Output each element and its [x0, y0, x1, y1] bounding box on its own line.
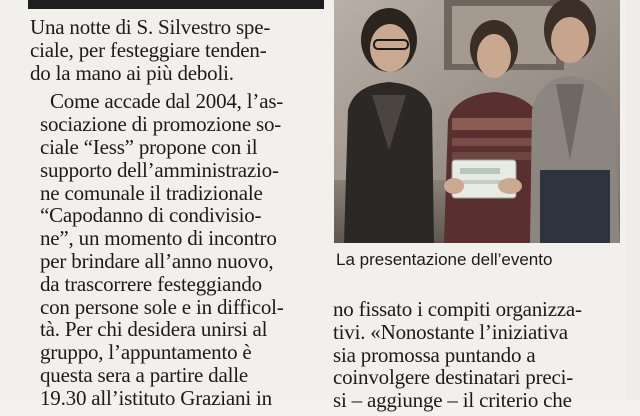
text-line: no fissato i compiti organizza-	[333, 297, 582, 321]
text-line: ciale “Iess” propone con il	[40, 134, 258, 159]
text-line: da trascorrere festeggiando	[40, 271, 262, 296]
text-line: 19.30 all’istituto Graziani in	[40, 385, 272, 410]
article-right-column	[333, 298, 623, 412]
text-line: gruppo, l’appuntamento è	[40, 340, 252, 365]
text-line: questa sera a partire dalle	[40, 362, 248, 387]
text-line: si – aggiunge – il criterio che	[333, 388, 572, 413]
article-left-column	[30, 16, 321, 416]
photo-caption: La presentazione dell’evento	[336, 250, 553, 269]
text-line: tivi. «Nonostante l’iniziativa	[333, 319, 568, 344]
text-line: Una notte di S. Silvestro spe-	[30, 15, 271, 39]
text-line: ne”, un momento di incontro	[40, 226, 277, 251]
text-line: coinvolgere destinatari preci-	[333, 365, 574, 390]
text-line: Come accade dal 2004, l’as-	[50, 89, 284, 114]
text-line: do la mano ai più deboli.	[30, 60, 234, 85]
text-line: tà. Per chi desidera unirsi al	[40, 317, 268, 342]
text-line: con persone sole e in difficol-	[40, 294, 284, 319]
text-line: ne comunale il tradizionale	[40, 180, 263, 205]
page-edge	[626, 0, 640, 400]
text-line: sia promossa puntando a	[333, 342, 536, 367]
paragraph-1	[30, 16, 321, 84]
text-line: ciale, per festeggiare tenden-	[30, 37, 267, 62]
text-line: per brindare all’anno nuovo,	[40, 248, 274, 273]
top-rule	[28, 0, 324, 9]
text-line: “Capodanno di condivisio-	[40, 203, 262, 228]
event-photo	[334, 0, 620, 243]
text-line: supporto dell’amministrazio-	[40, 157, 279, 182]
text-line: sociazione di promozione so-	[40, 112, 282, 137]
paragraph-2	[30, 90, 321, 409]
